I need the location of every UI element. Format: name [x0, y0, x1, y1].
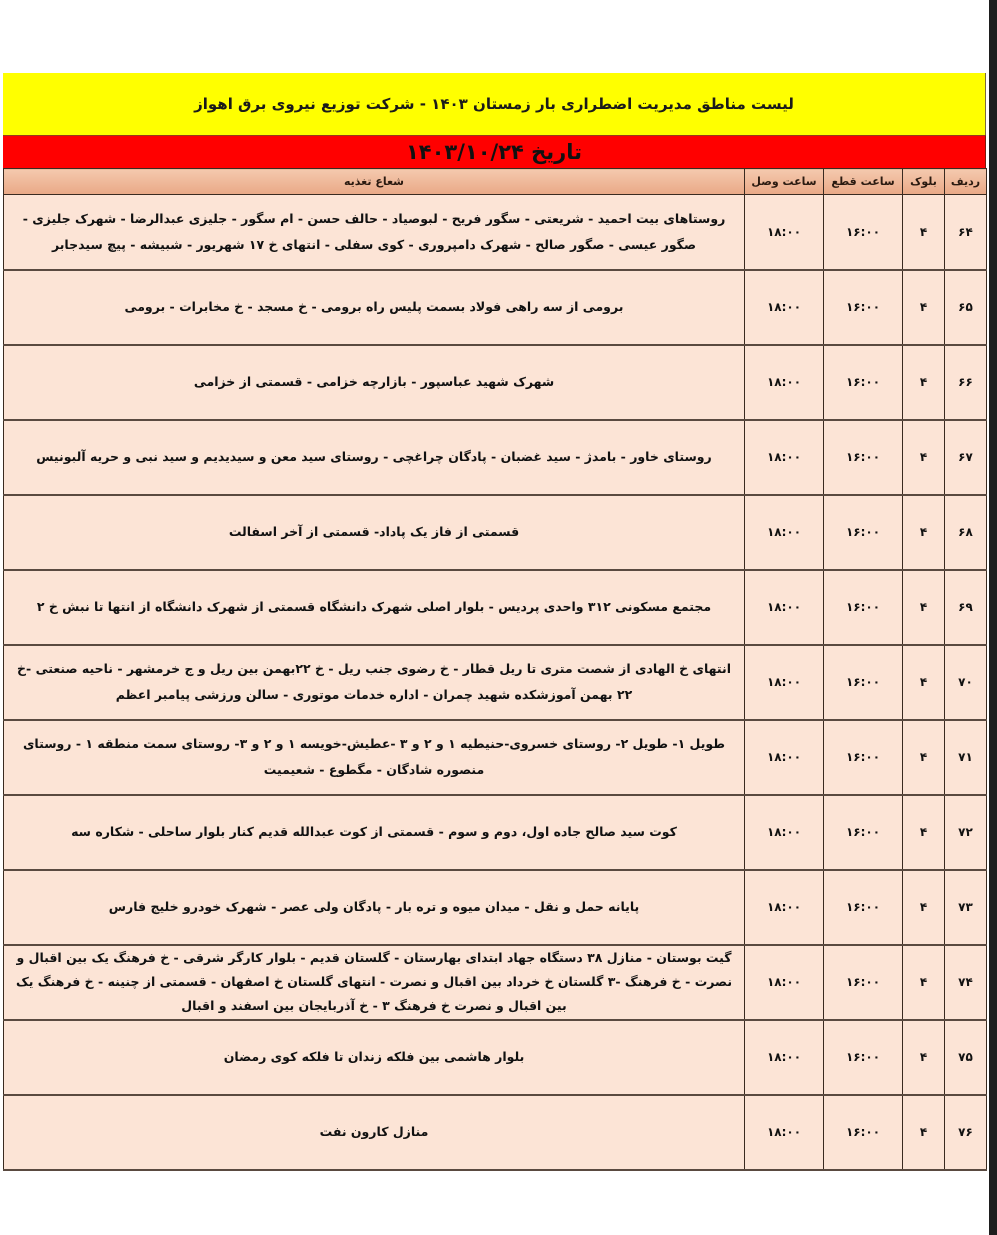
outage-schedule-sheet — [3, 73, 986, 1171]
connect-time: ۱۸:۰۰ — [745, 195, 824, 270]
feeder-areas: روستای خاور - بامدژ - سید غضبان - پادگان چراغچی - روستای سید معن و سیدیدیم و سید نبی و حریه آلبونیس — [4, 420, 745, 495]
block: ۴ — [903, 495, 945, 570]
table-row — [4, 795, 987, 870]
row-number: ۶۸ — [945, 495, 987, 570]
block: ۴ — [903, 195, 945, 270]
cut-time: ۱۶:۰۰ — [824, 345, 903, 420]
table-row — [4, 870, 987, 945]
feeder-areas: روستاهای بیت احمید - شریعتی - سگور فریح - لبوصیاد - حالف حسن - ام سگور - جلیزی عبدالرضا - شهرک جلیزی - صگور عیسی - صگور صالح - شهرک دامپروری - کوی سفلی - انتهای خ ۱۷ شهریور - شبیشه - پیچ سیدجابر — [4, 195, 745, 270]
feeder-areas: طویل ۱- طویل ۲- روستای خسروی-حنیطیه ۱ و ۲ و ۳ -عطیش-خویسه ۱ و ۲ و ۳- روستای سمت منطقه ۱ - روستای منصوره شادگان - مگطوع - شعیمیت — [4, 720, 745, 795]
connect-time: ۱۸:۰۰ — [745, 495, 824, 570]
connect-time: ۱۸:۰۰ — [745, 1020, 824, 1095]
connect-time: ۱۸:۰۰ — [745, 1095, 824, 1170]
cut-time: ۱۶:۰۰ — [824, 195, 903, 270]
table-row — [4, 945, 987, 1020]
cut-time: ۱۶:۰۰ — [824, 795, 903, 870]
table-row — [4, 1095, 987, 1170]
block: ۴ — [903, 420, 945, 495]
row-number: ۶۹ — [945, 570, 987, 645]
table-row — [4, 495, 987, 570]
feeder-areas: برومی از سه راهی فولاد بسمت پلیس راه برومی - خ مسجد - خ مخابرات - برومی — [4, 270, 745, 345]
block: ۴ — [903, 645, 945, 720]
block: ۴ — [903, 570, 945, 645]
table-header-row — [4, 169, 987, 195]
block: ۴ — [903, 270, 945, 345]
row-number: ۷۰ — [945, 645, 987, 720]
block: ۴ — [903, 795, 945, 870]
cut-time: ۱۶:۰۰ — [824, 945, 903, 1020]
cut-time: ۱۶:۰۰ — [824, 870, 903, 945]
table-row — [4, 270, 987, 345]
row-number: ۷۱ — [945, 720, 987, 795]
table-row — [4, 345, 987, 420]
table-row — [4, 645, 987, 720]
connect-time: ۱۸:۰۰ — [745, 795, 824, 870]
row-number: ۷۵ — [945, 1020, 987, 1095]
row-number: ۷۳ — [945, 870, 987, 945]
row-number: ۶۵ — [945, 270, 987, 345]
cut-time: ۱۶:۰۰ — [824, 645, 903, 720]
table-row — [4, 420, 987, 495]
feeder-areas: قسمتی از فاز یک پاداد- قسمتی از آخر اسفالت — [4, 495, 745, 570]
block: ۴ — [903, 945, 945, 1020]
block: ۴ — [903, 345, 945, 420]
row-number: ۷۴ — [945, 945, 987, 1020]
row-number: ۷۲ — [945, 795, 987, 870]
feeder-areas: مجتمع مسکونی ۳۱۲ واحدی پردیس - بلوار اصلی شهرک دانشگاه قسمتی از شهرک دانشگاه از انتها تا نبش خ ۲ — [4, 570, 745, 645]
connect-time: ۱۸:۰۰ — [745, 720, 824, 795]
header-row-number: ردیف — [945, 169, 987, 195]
feeder-areas: انتهای خ الهادی از شصت متری تا ریل قطار - خ رضوی جنب ریل - خ ۲۲بهمن بین ریل و ج خرمشهر - ناحیه صنعتی -خ ۲۲ بهمن آموزشکده شهید چمران - اداره خدمات موتوری - سالن ورزشی پیامبر اعظم — [4, 645, 745, 720]
connect-time: ۱۸:۰۰ — [745, 945, 824, 1020]
row-number: ۶۷ — [945, 420, 987, 495]
row-number: ۶۶ — [945, 345, 987, 420]
feeder-areas: شهرک شهید عباسپور - بازارچه خزامی - قسمتی از خزامی — [4, 345, 745, 420]
cut-time: ۱۶:۰۰ — [824, 1095, 903, 1170]
document-title: لیست مناطق مدیریت اضطراری بار زمستان ۱۴۰۳ - شرکت توزیع نیروی برق اهواز — [3, 73, 986, 135]
connect-time: ۱۸:۰۰ — [745, 570, 824, 645]
cut-time: ۱۶:۰۰ — [824, 270, 903, 345]
block: ۴ — [903, 1020, 945, 1095]
block: ۴ — [903, 870, 945, 945]
cut-time: ۱۶:۰۰ — [824, 720, 903, 795]
feeder-areas: گیت بوستان - منازل ۳۸ دستگاه جهاد ابتدای بهارستان - گلستان قدیم - بلوار کارگر شرقی - خ فرهنگ یک بین اقبال و نصرت - خ فرهنگ -۳ گلستان خ خرداد بین اقبال و نصرت - انتهای گلستان خ اصفهان - قسمتی از چنینه - خ فرهنگ یک بین اقبال و نصرت خ فرهنگ ۳ - خ آذربایجان بین اسفند و اقبال — [4, 945, 745, 1020]
table-row — [4, 720, 987, 795]
table-row — [4, 570, 987, 645]
table-row — [4, 1020, 987, 1095]
connect-time: ۱۸:۰۰ — [745, 645, 824, 720]
outage-table — [3, 168, 987, 1171]
window-edge — [989, 0, 997, 1235]
row-number: ۶۴ — [945, 195, 987, 270]
connect-time: ۱۸:۰۰ — [745, 420, 824, 495]
block: ۴ — [903, 1095, 945, 1170]
block: ۴ — [903, 720, 945, 795]
feeder-areas: بلوار هاشمی بین فلکه زندان تا فلکه کوی رمضان — [4, 1020, 745, 1095]
feeder-areas: منازل کارون نفت — [4, 1095, 745, 1170]
document-date: تاریخ ۱۴۰۳/۱۰/۲۴ — [3, 135, 986, 168]
header-block: بلوک — [903, 169, 945, 195]
connect-time: ۱۸:۰۰ — [745, 270, 824, 345]
connect-time: ۱۸:۰۰ — [745, 345, 824, 420]
cut-time: ۱۶:۰۰ — [824, 1020, 903, 1095]
table-row — [4, 195, 987, 270]
header-cut-time: ساعت قطع — [824, 169, 903, 195]
feeder-areas: کوت سید صالح جاده اول، دوم و سوم - قسمتی از کوت عبدالله قدیم کنار بلوار ساحلی - شکاره سه — [4, 795, 745, 870]
cut-time: ۱۶:۰۰ — [824, 420, 903, 495]
cut-time: ۱۶:۰۰ — [824, 570, 903, 645]
connect-time: ۱۸:۰۰ — [745, 870, 824, 945]
cut-time: ۱۶:۰۰ — [824, 495, 903, 570]
row-number: ۷۶ — [945, 1095, 987, 1170]
feeder-areas: پایانه حمل و نقل - میدان میوه و تره بار - پادگان ولی عصر - شهرک خودرو خلیج فارس — [4, 870, 745, 945]
header-connect-time: ساعت وصل — [745, 169, 824, 195]
header-feeder: شعاع تغذیه — [4, 169, 745, 195]
